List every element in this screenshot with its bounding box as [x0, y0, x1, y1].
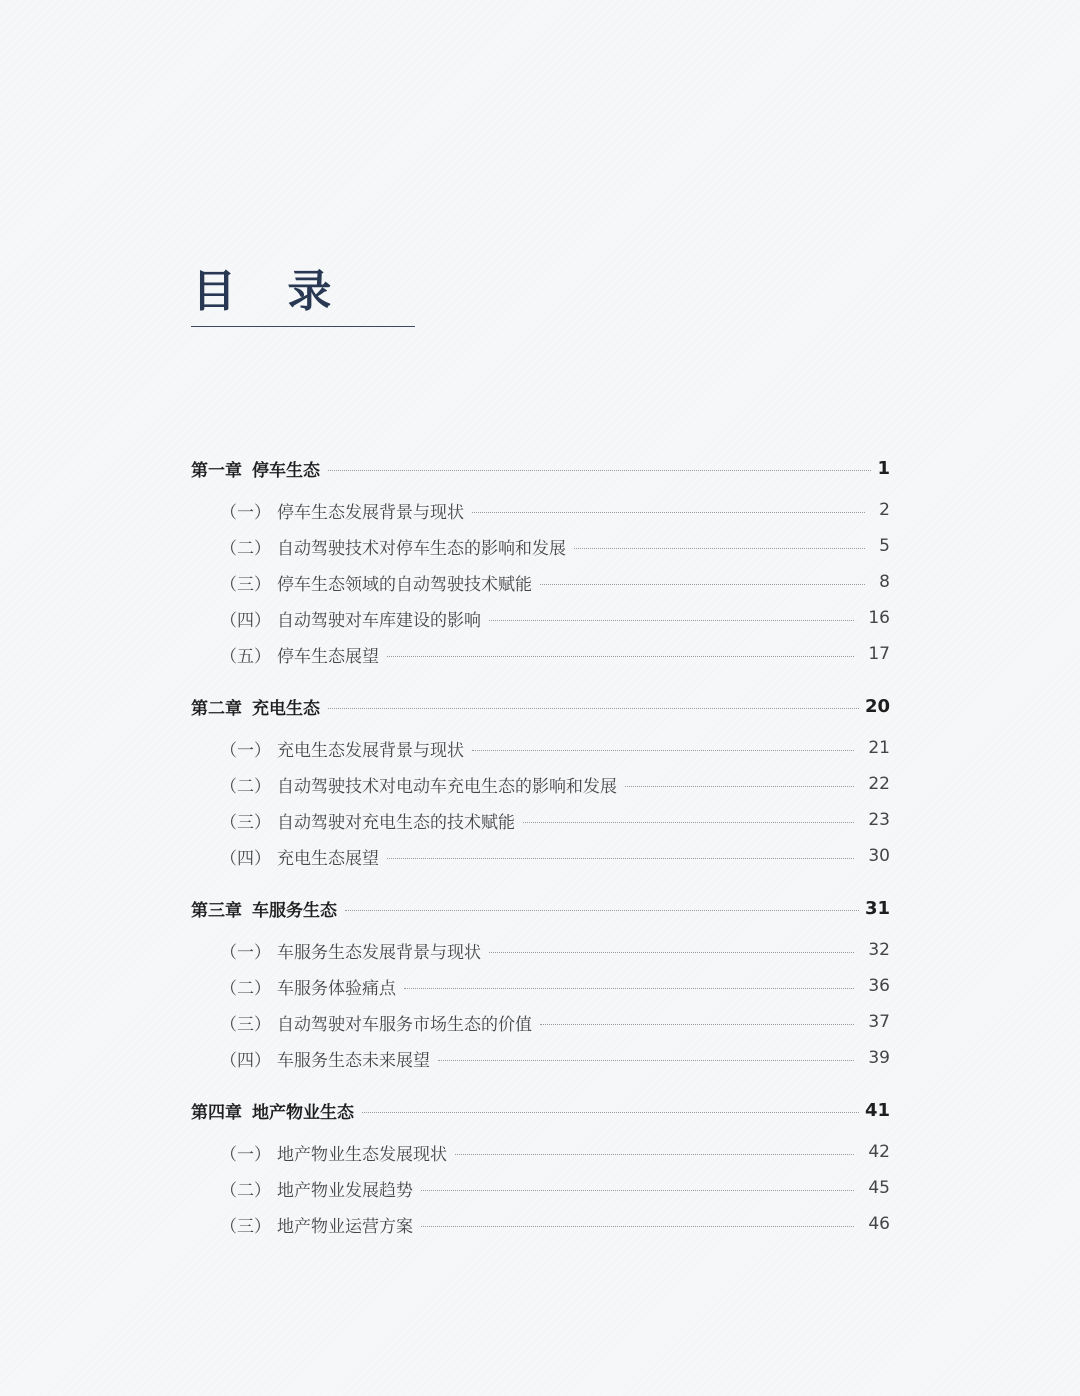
section-title: 自动驾驶对车库建设的影响 — [277, 610, 481, 631]
toc-section-entry[interactable] — [191, 838, 890, 874]
section-number: （一） — [220, 942, 271, 963]
dot-leader — [540, 1024, 854, 1025]
section-label — [220, 772, 617, 797]
dot-leader — [345, 910, 859, 911]
title-underline — [191, 326, 415, 327]
section-title: 自动驾驶对充电生态的技术赋能 — [277, 812, 515, 833]
section-page-number: 37 — [868, 1012, 890, 1032]
section-number: （二） — [220, 978, 271, 999]
section-title: 自动驾驶技术对电动车充电生态的影响和发展 — [277, 776, 617, 797]
toc-section-entry[interactable] — [191, 968, 890, 1004]
chapter-page-number: 1 — [877, 457, 890, 479]
toc-section-entry[interactable] — [191, 766, 890, 802]
chapter-label — [191, 456, 320, 481]
chapter-title: 地产物业生态 — [252, 1102, 354, 1123]
section-title: 车服务生态发展背景与现状 — [277, 942, 481, 963]
section-number: （一） — [220, 1144, 271, 1165]
toc-section-entry[interactable] — [191, 1206, 890, 1242]
section-label — [220, 1010, 532, 1035]
dot-leader — [362, 1112, 859, 1113]
chapter-number: 第三章 — [191, 900, 242, 921]
section-page-number: 45 — [868, 1178, 890, 1198]
dot-leader — [438, 1060, 854, 1061]
section-number: （二） — [220, 1180, 271, 1201]
toc-section-entry[interactable] — [191, 1004, 890, 1040]
chapter-page-number: 31 — [864, 897, 890, 919]
section-page-number: 42 — [868, 1142, 890, 1162]
section-number: （一） — [220, 740, 271, 761]
section-page-number: 32 — [868, 940, 890, 960]
section-label — [220, 844, 379, 869]
section-title: 停车生态发展背景与现状 — [277, 502, 464, 523]
section-title: 地产物业生态发展现状 — [277, 1144, 447, 1165]
chapter-page-number: 41 — [864, 1099, 890, 1121]
dot-leader — [625, 786, 854, 787]
section-label — [220, 498, 464, 523]
toc-chapter-entry[interactable] — [191, 1092, 890, 1128]
section-page-number: 30 — [868, 846, 890, 866]
section-title: 充电生态发展背景与现状 — [277, 740, 464, 761]
dot-leader — [328, 470, 871, 471]
section-label — [220, 974, 396, 999]
toc-chapter-entry[interactable] — [191, 890, 890, 926]
toc-section-entry[interactable] — [191, 730, 890, 766]
toc-section-entry[interactable] — [191, 492, 890, 528]
section-title: 充电生态展望 — [277, 848, 379, 869]
chapter-label — [191, 694, 320, 719]
toc-section-entry[interactable] — [191, 600, 890, 636]
dot-leader — [421, 1226, 854, 1227]
toc-chapter-entry[interactable] — [191, 450, 890, 486]
chapter-spacer — [191, 672, 890, 688]
chapter-title: 停车生态 — [252, 460, 320, 481]
page-title: 目 录 — [192, 266, 350, 317]
chapter-label — [191, 896, 337, 921]
section-title: 停车生态展望 — [277, 646, 379, 667]
section-title: 地产物业运营方案 — [277, 1216, 413, 1237]
section-label — [220, 808, 515, 833]
chapter-spacer — [191, 874, 890, 890]
dot-leader — [523, 822, 854, 823]
section-number: （四） — [220, 610, 271, 631]
section-page-number: 22 — [868, 774, 890, 794]
chapter-spacer — [191, 1076, 890, 1092]
toc-section-entry[interactable] — [191, 932, 890, 968]
dot-leader — [455, 1154, 854, 1155]
section-title: 地产物业发展趋势 — [277, 1180, 413, 1201]
toc-section-entry[interactable] — [191, 1040, 890, 1076]
section-number: （四） — [220, 848, 271, 869]
section-title: 自动驾驶对车服务市场生态的价值 — [277, 1014, 532, 1035]
chapter-number: 第四章 — [191, 1102, 242, 1123]
section-number: （三） — [220, 812, 271, 833]
section-page-number: 17 — [868, 644, 890, 664]
section-number: （二） — [220, 538, 271, 559]
section-page-number: 36 — [868, 976, 890, 996]
dot-leader — [472, 750, 854, 751]
toc-section-entry[interactable] — [191, 636, 890, 672]
chapter-label — [191, 1098, 354, 1123]
section-label — [220, 570, 532, 595]
section-number: （三） — [220, 1014, 271, 1035]
section-title: 自动驾驶技术对停车生态的影响和发展 — [277, 538, 566, 559]
section-page-number: 8 — [879, 572, 890, 592]
section-label — [220, 606, 481, 631]
section-label — [220, 1140, 447, 1165]
chapter-title: 充电生态 — [252, 698, 320, 719]
section-title: 停车生态领域的自动驾驶技术赋能 — [277, 574, 532, 595]
dot-leader — [540, 584, 865, 585]
dot-leader — [421, 1190, 854, 1191]
dot-leader — [489, 952, 854, 953]
table-of-contents — [191, 450, 890, 1242]
dot-leader — [387, 858, 854, 859]
section-label — [220, 534, 566, 559]
dot-leader — [472, 512, 865, 513]
section-number: （三） — [220, 574, 271, 595]
section-page-number: 21 — [868, 738, 890, 758]
section-page-number: 39 — [868, 1048, 890, 1068]
section-label — [220, 1176, 413, 1201]
toc-section-entry[interactable] — [191, 528, 890, 564]
dot-leader — [328, 708, 859, 709]
chapter-title: 车服务生态 — [252, 900, 337, 921]
section-page-number: 46 — [868, 1214, 890, 1234]
toc-section-entry[interactable] — [191, 564, 890, 600]
chapter-page-number: 20 — [864, 695, 890, 717]
section-label — [220, 642, 379, 667]
chapter-number: 第一章 — [191, 460, 242, 481]
section-number: （三） — [220, 1216, 271, 1237]
section-page-number: 23 — [868, 810, 890, 830]
dot-leader — [387, 656, 854, 657]
section-label — [220, 1046, 430, 1071]
toc-chapter-entry[interactable] — [191, 688, 890, 724]
dot-leader — [489, 620, 854, 621]
section-title: 车服务体验痛点 — [277, 978, 396, 999]
section-number: （五） — [220, 646, 271, 667]
dot-leader — [404, 988, 854, 989]
section-number: （四） — [220, 1050, 271, 1071]
section-label — [220, 938, 481, 963]
section-title: 车服务生态未来展望 — [277, 1050, 430, 1071]
toc-section-entry[interactable] — [191, 1170, 890, 1206]
chapter-number: 第二章 — [191, 698, 242, 719]
section-number: （一） — [220, 502, 271, 523]
section-label — [220, 1212, 413, 1237]
toc-section-entry[interactable] — [191, 802, 890, 838]
dot-leader — [574, 548, 865, 549]
section-page-number: 16 — [868, 608, 890, 628]
section-number: （二） — [220, 776, 271, 797]
section-label — [220, 736, 464, 761]
toc-section-entry[interactable] — [191, 1134, 890, 1170]
section-page-number: 2 — [879, 500, 890, 520]
section-page-number: 5 — [879, 536, 890, 556]
